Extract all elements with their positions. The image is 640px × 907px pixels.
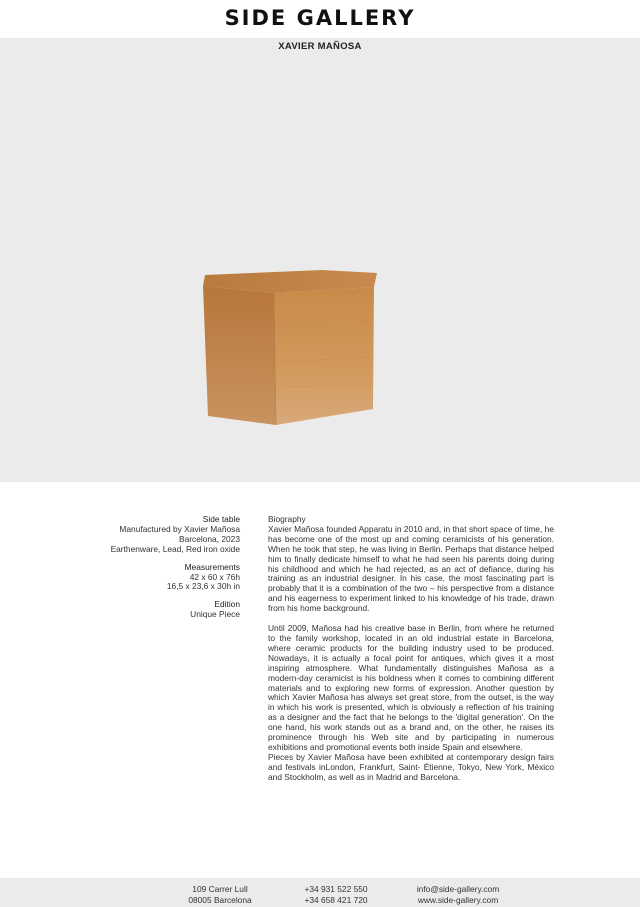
biography-paragraph-3: Pieces by Xavier Mañosa have been exhibited at contemporary design fairs and festivals inLondon, Frankfurt, Saint- Étienne, Tokyo, New York, México and Stockholm, as well as in Madrid and Barcelona. bbox=[268, 751, 554, 782]
spec-type: Side table bbox=[202, 514, 240, 524]
footer-email-link[interactable]: info@side-gallery.com bbox=[416, 884, 500, 894]
footer-address-line1: 109 Carrer Lull bbox=[192, 884, 248, 894]
measurements-cm: 42 x 60 x 76h bbox=[189, 571, 240, 582]
footer-phones bbox=[276, 884, 396, 906]
biography bbox=[268, 515, 554, 783]
footer-contact bbox=[398, 884, 518, 906]
biography-heading: Biography bbox=[268, 514, 306, 524]
footer-website-link[interactable]: www.side-gallery.com bbox=[417, 895, 499, 905]
product-specs bbox=[60, 515, 240, 620]
edition-label: Edition bbox=[214, 599, 240, 610]
gallery-brand: SIDE GALLERY bbox=[224, 6, 416, 30]
biography-paragraph-1: Xavier Mañosa founded Apparatu in 2010 and, in that short space of time, he has become one of the most up and coming ceramicists of his generation. When he took that step, he was living in Berlin. Perhaps that distance helped him to finally dedicate himself to what he had seen his parents doing during his childhood and which he had rejected, as an act of defiance, during his training as an industrial designer. In his case, the most fascinating part is probably that it is a combination of the two – his perspective from a distance and his eagerness to experiment linked to his knowledge of his trade, drawn from his home background. bbox=[268, 523, 554, 614]
footer-address-line2: 08005 Barcelona bbox=[188, 895, 252, 905]
measurements-label: Measurements bbox=[184, 561, 240, 572]
spec-origin: Barcelona, 2023 bbox=[179, 533, 240, 544]
biography-paragraph-2: Until 2009, Mañosa had his creative base in Berlin, from where he returned to the family workshop, located in an old industrial estate in Barcelona, where ceramic products for the building industry used to be produced. Nowadays, it is actually a focal point for antiques, which gives it a most inspiring atmosphere. What fundamentally distinguishes Mañosa as a modern-day ceramicist is his boldness when it comes to combining different materials and to exploring new forms of expression. Another question by which Xavier Mañosa has always set great store, from the outset, is the way in which his work is presented, which is obviously a reflection of his training as a designer and the fact that he belongs to the 'digital generation'. On the one hand, his work stands out as a brand and, on the other, he raises its prominence through his Web site and by participating in numerous exhibitions and promotional events both inside Spain and elsewhere. bbox=[268, 623, 554, 752]
spec-materials: Earthenware, Lead, Red iron oxide bbox=[110, 543, 240, 554]
measurements-in: 16,5 x 23,6 x 30h in bbox=[166, 581, 240, 592]
artist-name: XAVIER MAÑOSA bbox=[278, 41, 362, 52]
spec-manufacturer: Manufactured by Xavier Mañosa bbox=[119, 523, 240, 534]
footer-phone-2[interactable]: +34 658 421 720 bbox=[304, 895, 368, 905]
side-table-image bbox=[200, 267, 380, 427]
footer-address bbox=[160, 884, 280, 906]
footer-phone-1[interactable]: +34 931 522 550 bbox=[304, 884, 368, 894]
edition-value: Unique Piece bbox=[190, 609, 240, 620]
